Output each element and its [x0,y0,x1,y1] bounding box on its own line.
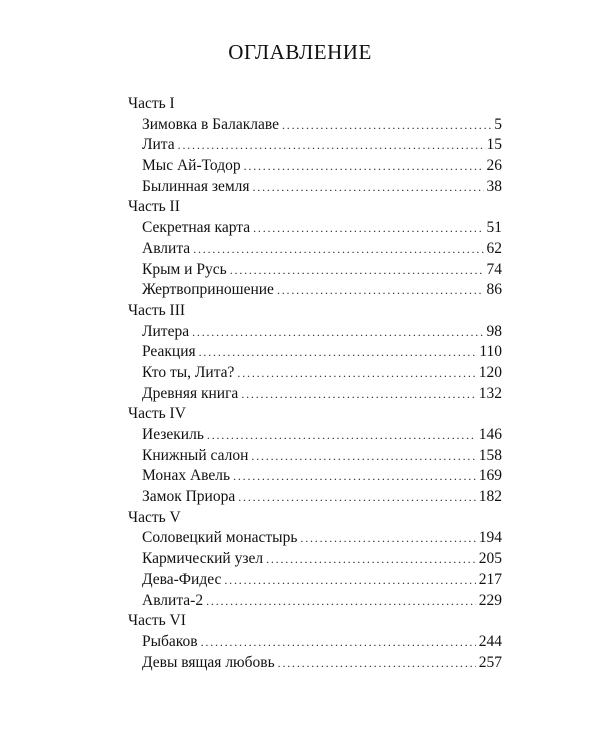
toc-entry-title: Книжный салон [142,446,249,464]
toc-entry [142,570,502,591]
toc-entry-page: 62 [486,239,502,257]
toc-entry-title: Кармический узел [142,550,264,568]
dot-leader [251,446,475,467]
toc-entry [142,218,502,239]
toc-part-heading: Часть II [128,198,180,216]
dot-leader [300,528,475,549]
toc-entry [142,549,502,570]
toc-entry [142,115,502,136]
toc-entry-page: 229 [478,591,502,609]
toc-entry-title: Иезекиль [142,426,204,443]
toc-entry [142,487,502,508]
dot-leader [199,342,477,363]
toc-entry-page: 5 [494,115,502,133]
toc-entry-page: 120 [478,363,502,381]
toc-entry [142,653,502,674]
toc-entry-title: Мыс Ай-Тодор [142,157,241,175]
dot-leader [238,487,476,508]
toc-entry [142,632,502,653]
toc-entry-title: Монах Авель [142,467,231,485]
toc-entry-title: Литера [142,322,190,340]
toc-entry-title: Рыбаков [142,632,198,650]
toc-entry-title: Зимовка в Балаклаве [142,115,279,133]
toc-entry [142,342,502,363]
toc-entry [142,260,502,281]
toc-entry-page: 158 [478,446,502,464]
table-of-contents [128,94,502,673]
toc-entry-title: Жертвоприношение [142,281,274,299]
toc-entry-title: Былинная земля [142,177,250,195]
dot-leader [233,466,476,487]
toc-entry-title: Лита [142,136,175,154]
toc-entry-page: 51 [486,219,502,237]
dot-leader [193,239,483,260]
toc-entry [142,528,502,549]
toc-part-heading: Часть I [128,95,175,112]
toc-entry [142,322,502,343]
toc-entry [142,135,502,156]
dot-leader [278,653,476,674]
toc-entry-page: 15 [486,136,502,154]
toc-entry-title: Дева-Фидес [142,570,222,588]
toc-entry [142,466,502,487]
toc-entry-title: Замок Приора [142,488,236,506]
dot-leader [277,280,484,301]
toc-entry-title: Авлита-2 [142,591,204,609]
toc-entry [142,591,502,612]
toc-entry [142,446,502,467]
dot-leader [253,177,484,198]
toc-entry-page: 38 [486,177,502,195]
dot-leader [201,632,476,653]
toc-entry [142,156,502,177]
dot-leader [253,218,483,239]
dot-leader [244,156,484,177]
toc-entry-page: 194 [478,529,502,547]
toc-entry-page: 74 [486,260,502,278]
dot-leader [266,549,476,570]
toc-entry-page: 98 [486,322,502,340]
dot-leader [241,384,475,405]
dot-leader [224,570,475,591]
toc-entry [142,384,502,405]
toc-part-heading: Часть III [128,301,186,319]
toc-entry [142,280,502,301]
toc-part-heading: Часть V [128,508,181,526]
dot-leader [207,425,476,446]
toc-entry-page: 110 [479,343,502,361]
toc-entry-title: Авлита [142,239,191,257]
dot-leader [237,363,475,384]
toc-entry [142,177,502,198]
toc-entry-title: Секретная карта [142,219,251,237]
dot-leader [192,322,483,343]
toc-part-heading: Часть VI [128,612,186,630]
toc-entry-title: Девы вящая любовь [142,653,275,671]
dot-leader [206,591,476,612]
toc-entry-title: Древняя книга [142,384,239,402]
toc-entry-page: 217 [478,570,502,588]
toc-entry-page: 257 [478,653,502,671]
toc-entry-page: 205 [478,550,502,568]
toc-part-heading: Часть IV [128,405,186,423]
toc-entry-page: 146 [478,426,502,443]
toc-entry-page: 244 [478,632,502,650]
toc-entry [142,425,502,446]
toc-entry-page: 86 [486,281,502,299]
dot-leader [178,135,484,156]
toc-entry-page: 169 [478,467,502,485]
toc-entry-title: Кто ты, Лита? [142,363,235,381]
page-title: ОГЛАВЛЕНИЕ [228,40,372,64]
dot-leader [230,260,484,281]
toc-entry-page: 26 [486,157,502,175]
toc-entry [142,363,502,384]
dot-leader [282,115,491,136]
toc-entry-page: 132 [478,384,502,402]
toc-entry-title: Реакция [142,343,196,361]
toc-entry [142,239,502,260]
toc-entry-page: 182 [478,488,502,506]
toc-entry-title: Крым и Русь [142,260,227,278]
toc-entry-title: Соловецкий монастырь [142,529,298,547]
